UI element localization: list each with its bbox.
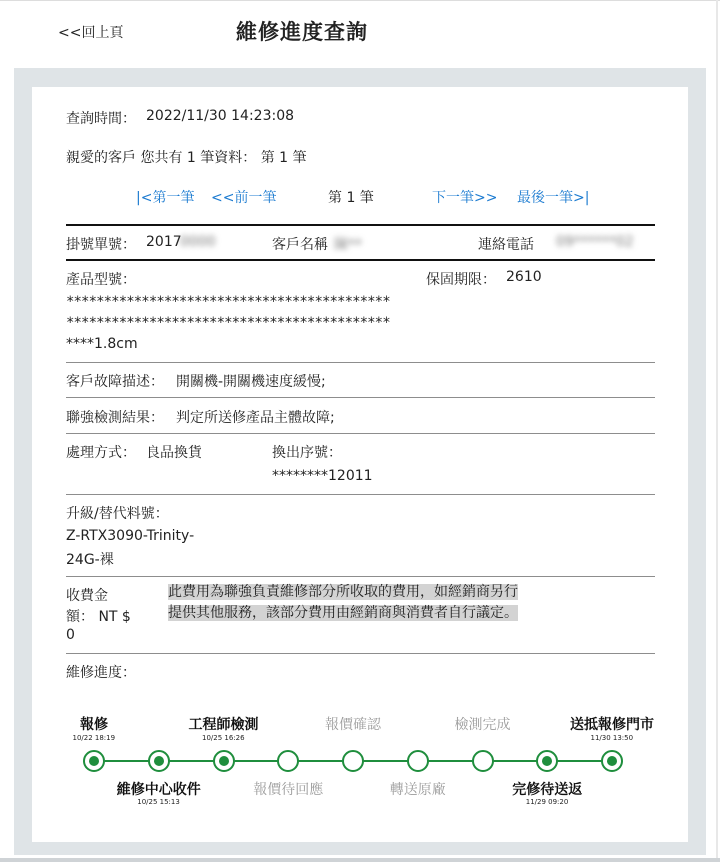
progress-node	[472, 750, 494, 772]
serial-value: ********12011	[272, 468, 373, 484]
phone-label: 連絡電話	[478, 237, 534, 253]
progress-step-date: 11/29 09:20	[525, 798, 569, 806]
divider	[66, 433, 655, 434]
warranty-label: 保固期限：	[426, 272, 496, 288]
fault-label: 客戶故障描述：	[66, 374, 164, 390]
progress-step-date: 10/22 18:19	[72, 734, 116, 742]
model-line: *******************************************	[66, 315, 390, 331]
progress-step-label: 完修待送返	[512, 782, 583, 798]
progress-node	[148, 750, 170, 772]
inspection-value: 判定所送修產品主體故障;	[176, 410, 335, 426]
upgrade-part-line: 24G-裸	[66, 552, 114, 568]
order-number-label: 掛號單號：	[66, 237, 136, 253]
model-label: 產品型號：	[66, 272, 136, 288]
fee-value: 0	[66, 627, 75, 643]
warranty-value: 2610	[506, 269, 542, 285]
inspection-label: 聯強檢測結果：	[66, 410, 164, 426]
order-number-redacted: 0000	[180, 234, 216, 250]
handling-label: 處理方式：	[66, 445, 136, 461]
divider	[66, 259, 655, 261]
progress-step-label: 報修	[80, 717, 108, 733]
progress-node	[277, 750, 299, 772]
divider	[66, 653, 655, 654]
progress-step-label: 報價待回應	[253, 782, 324, 798]
progress-node	[407, 750, 429, 772]
progress-step-label: 報價確認	[325, 717, 381, 733]
progress-step-date: 10/25 15:13	[137, 798, 180, 806]
serial-label: 換出序號：	[272, 445, 342, 461]
bottom-edge	[0, 858, 720, 862]
top-bar	[0, 0, 720, 58]
progress-node	[213, 750, 235, 772]
phone-redacted: 09******02	[556, 234, 634, 250]
fee-notice-line: 提供其他服務，該部分費用由經銷商與消費者自行議定。	[168, 605, 518, 621]
handling-value: 良品換貨	[146, 445, 202, 461]
model-line: *******************************************	[66, 294, 390, 310]
last-record-link[interactable]: 最後一筆>|	[517, 190, 590, 206]
fee-notice-line: 此費用為聯強負責維修部分所收取的費用，如經銷商另行	[168, 584, 518, 600]
progress-step-label: 工程師檢測	[188, 717, 259, 733]
right-edge	[716, 0, 718, 862]
divider	[66, 494, 655, 495]
order-number-value: 2017	[146, 234, 182, 250]
progress-node	[83, 750, 105, 772]
progress-node	[601, 750, 623, 772]
customer-name-redacted: 陳**	[334, 237, 362, 253]
upgrade-label: 升級/替代料號：	[66, 506, 169, 522]
fee-label: 額： NT $	[66, 609, 131, 625]
page-title: 維修進度查詢	[236, 20, 368, 44]
progress-step-date: 11/30 13:50	[590, 734, 634, 742]
progress-step-label: 維修中心收件	[116, 782, 201, 798]
next-record-link[interactable]: 下一筆>>	[432, 190, 498, 206]
query-time-value: 2022/11/30 14:23:08	[146, 108, 295, 124]
upgrade-part-line: Z-RTX3090-Trinity-	[66, 528, 195, 544]
fee-notice	[168, 582, 544, 624]
progress-node	[536, 750, 558, 772]
progress-tracker	[66, 686, 655, 824]
progress-step-label: 檢測完成	[454, 717, 511, 733]
fee-label: 收費金	[66, 588, 108, 604]
divider	[66, 397, 655, 398]
prev-record-link[interactable]: <<前一筆	[211, 190, 277, 206]
progress-step-label: 轉送原廠	[389, 782, 446, 798]
divider	[66, 362, 655, 363]
current-record: 第 1 筆	[328, 190, 374, 206]
first-record-link[interactable]: |<第一筆	[136, 190, 195, 206]
back-link[interactable]: <<回上頁	[58, 25, 124, 41]
query-time-label: 查詢時間：	[66, 111, 136, 127]
record-summary: 親愛的客戶 您共有 1 筆資料： 第 1 筆	[66, 150, 307, 166]
customer-name-label: 客戶名稱	[272, 237, 328, 253]
divider	[66, 576, 655, 577]
progress-step-label: 送抵報修門市	[570, 717, 654, 733]
progress-step-date: 10/25 16:26	[202, 734, 245, 742]
fault-value: 開關機-開關機速度緩慢;	[176, 374, 326, 390]
progress-label: 維修進度：	[66, 665, 136, 681]
divider	[66, 224, 655, 226]
progress-node	[342, 750, 364, 772]
model-line: ****1.8cm	[66, 336, 138, 352]
